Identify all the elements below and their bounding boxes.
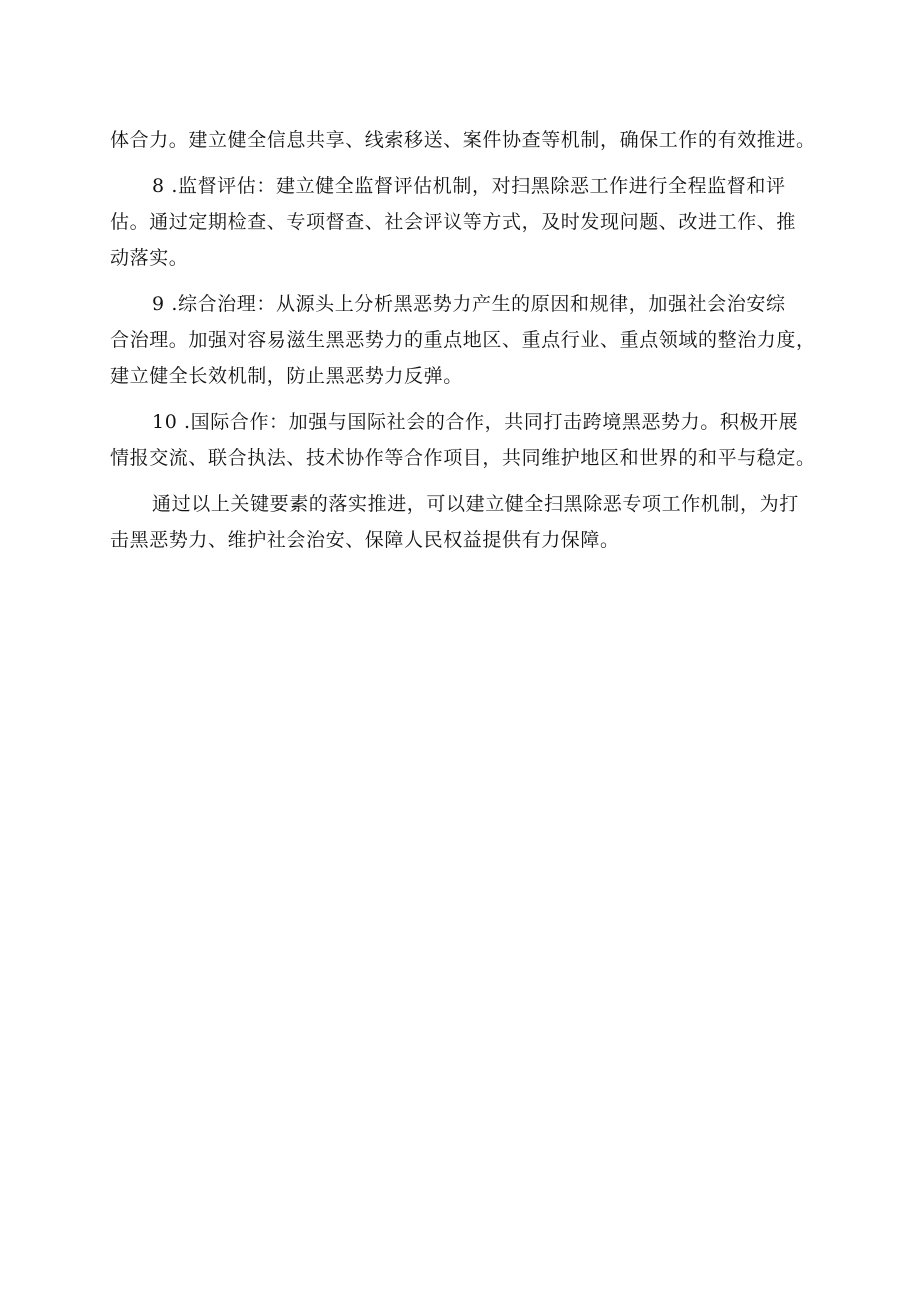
paragraph-continuation — [110, 122, 830, 158]
text-line: 8 .监督评估：建立健全监督评估机制，对扫黑除恶工作进行全程监督和评 — [152, 175, 786, 197]
text-line: 动落实。 — [110, 247, 189, 269]
paragraph-conclusion — [110, 486, 830, 558]
text-line: 估。通过定期检查、专项督查、社会评议等方式，及时发现问题、改进工作、推 — [110, 211, 797, 233]
paragraph-item-9 — [110, 286, 830, 394]
text-line: 10 .国际合作：加强与国际社会的合作，共同打击跨境黑恶势力。积极开展 — [152, 411, 799, 433]
paragraph-item-10 — [110, 404, 830, 476]
document-body — [110, 122, 830, 558]
text-line: 情报交流、联合执法、技术协作等合作项目，共同维护地区和世界的和平与稳定。 — [110, 447, 816, 469]
text-line: 9 .综合治理：从源头上分析黑恶势力产生的原因和规律，加强社会治安综 — [152, 293, 786, 315]
text-line: 通过以上关键要素的落实推进，可以建立健全扫黑除恶专项工作机制，为打 — [152, 493, 799, 515]
text-line: 建立健全长效机制，防止黑恶势力反弹。 — [110, 365, 463, 387]
text-line: 合治理。加强对容易滋生黑恶势力的重点地区、重点行业、重点领域的整治力度， — [110, 329, 816, 351]
paragraph-item-8 — [110, 168, 830, 276]
text-line: 击黑恶势力、维护社会治安、保障人民权益提供有力保障。 — [110, 529, 620, 551]
text-line: 体合力。建立健全信息共享、线索移送、案件协查等机制，确保工作的有效推进。 — [110, 129, 816, 151]
